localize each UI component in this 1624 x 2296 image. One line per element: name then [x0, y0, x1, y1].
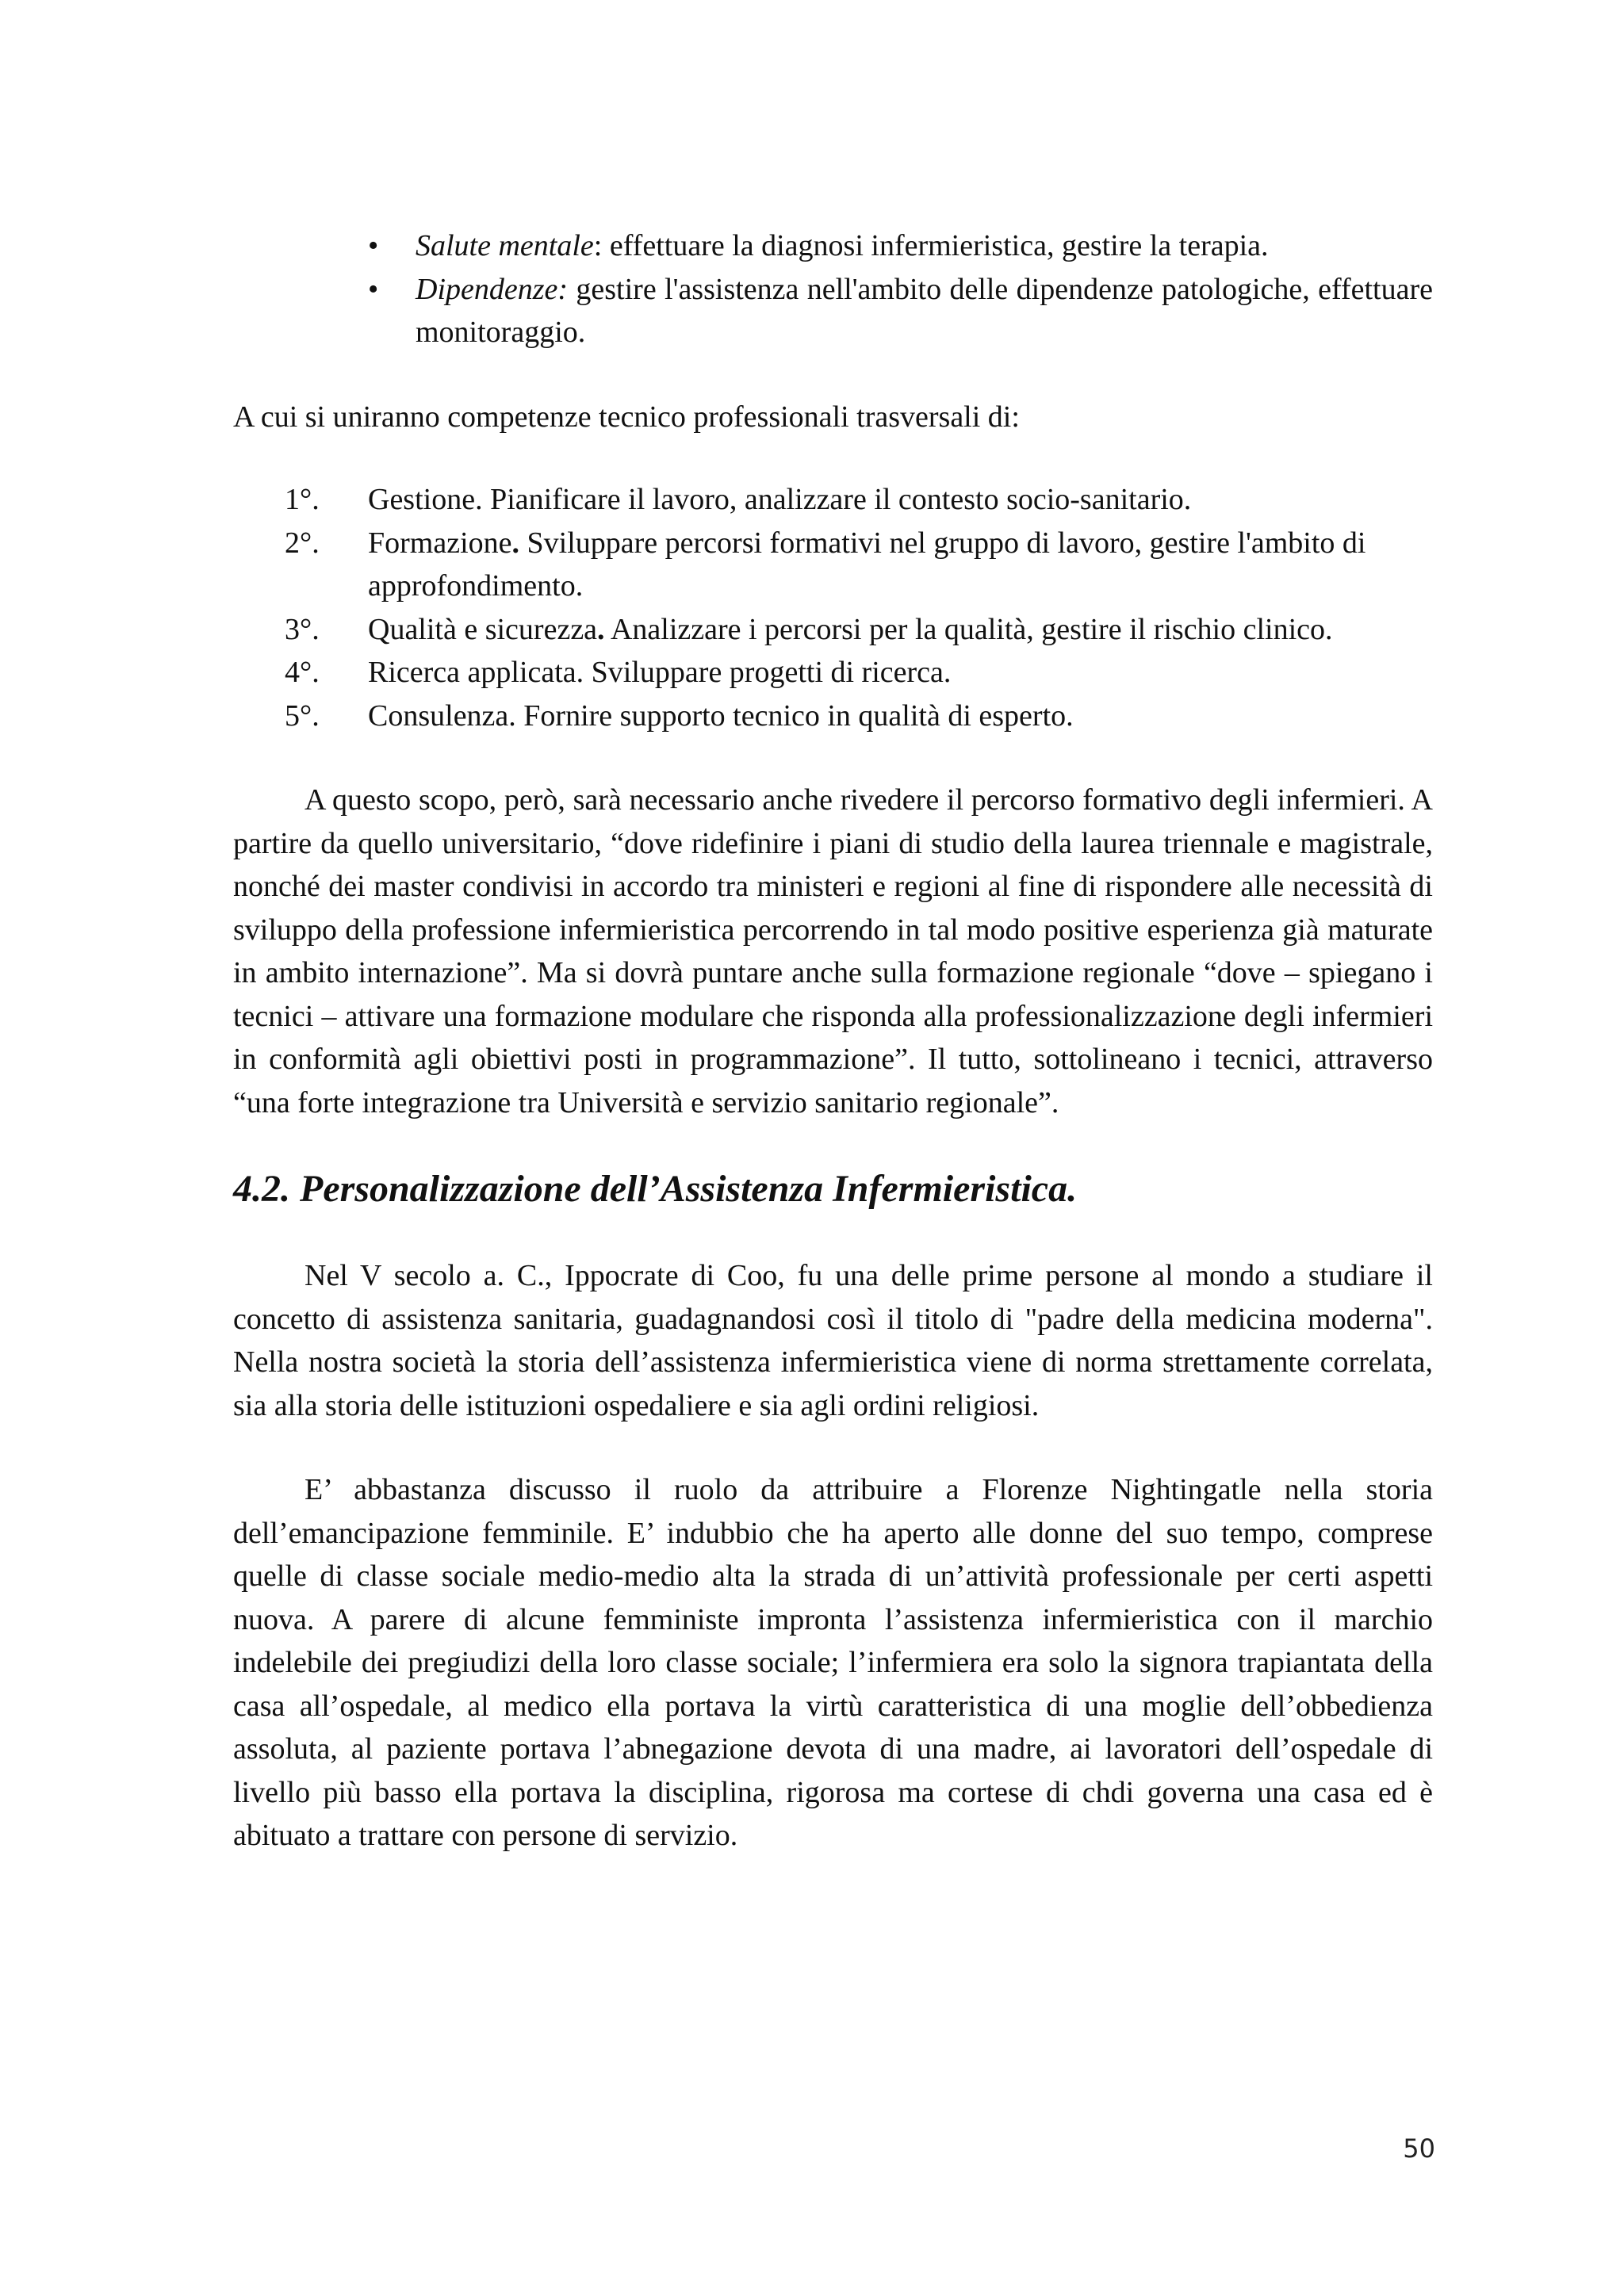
list-item	[285, 478, 1433, 522]
list-item	[285, 522, 1433, 608]
item-label: Consulenza.	[368, 698, 516, 733]
list-item	[285, 608, 1433, 652]
page-number: 50	[1403, 2133, 1435, 2164]
list-item	[368, 268, 1433, 354]
item-label-punct: .	[597, 612, 605, 646]
bullet-term: Dipendenze:	[416, 272, 569, 306]
section-heading: 4.2. Personalizzazione dell’Assistenza Infermieristica.	[233, 1168, 1078, 1210]
item-number: 1°.	[285, 483, 320, 516]
list-item	[285, 695, 1433, 738]
intro-line: A cui si uniranno competenze tecnico professionali trasversali di:	[233, 400, 1020, 434]
paragraph-nightingale: E’ abbastanza discusso il ruolo da attribuire a Florenze Nightingatle nella storia dell’emancipazione femminile. E’ indubbio che ha aperto alle donne del suo tempo, comprese quelle di classe sociale medio-medio alta la strada di un’attività professionale per certi aspetti nuova. A parere di alcune femministe impronta l’assistenza infermieristica con il marchio indelebile dei pregiudizi della loro classe sociale; l’infermiera era solo la signora trapiantata della casa all’ospedale, al medico ella portava la virtù caratteristica di una moglie dell’obbedienza assoluta, al paziente portava l’abnegazione devota di una madre, ai lavoratori dell’ospedale di livello più basso ella portava la disciplina, rigorosa ma cortese di chdi governa una casa ed è abituato a trattare con persone di servizio.	[233, 1473, 1433, 1852]
item-text: Analizzare i percorsi per la qualità, gestire il rischio clinico.	[604, 612, 1333, 646]
bullet-icon: •	[368, 229, 379, 262]
list-item	[285, 651, 1433, 695]
list-item	[368, 224, 1433, 268]
item-label-punct: .	[511, 526, 520, 560]
page-content	[233, 224, 1433, 1858]
item-number: 2°.	[285, 526, 320, 560]
bullet-term: Salute mentale	[416, 229, 594, 262]
item-label: Gestione.	[368, 483, 483, 516]
bullet-list	[233, 224, 1433, 354]
item-label: Formazione	[368, 526, 512, 560]
item-number: 4°.	[285, 656, 320, 689]
item-text: Fornire supporto tecnico in qualità di esperto.	[515, 698, 1074, 733]
bullet-sep: :	[593, 229, 603, 262]
item-label: Ricerca applicata.	[368, 656, 584, 689]
item-text: Sviluppare percorsi formativi nel gruppo di lavoro, gestire l'ambito di approfondimento.	[368, 526, 1366, 603]
competence-list	[233, 478, 1433, 737]
bullet-text: effettuare la diagnosi infermieristica, gestire la terapia.	[602, 229, 1269, 262]
item-number: 5°.	[285, 698, 320, 733]
item-text: Sviluppare progetti di ricerca.	[584, 656, 952, 689]
paragraph-training: A questo scopo, però, sarà necessario anche rivedere il percorso formativo degli infermieri. A partire da quello universitario, “dove ridefinire i piani di studio della laurea triennale e magistrale, nonché dei master condivisi in accordo tra ministeri e regioni al fine di rispondere alle necessità di sviluppo della professione infermieristica percorrendo in tal modo positive esperienza già maturate in ambito internazione”. Ma si dovrà puntare anche sulla formazione regionale “dove – spiegano i tecnici – attivare una formazione modulare che risponda alla professionalizzazione degli infermieri in conformità agli obiettivi posti in programmazione”. Il tutto, sottolineano i tecnici, attraverso “una forte integrazione tra Università e servizio sanitario regionale”.	[233, 783, 1433, 1119]
paragraph-hippocrates: Nel V secolo a. C., Ippocrate di Coo, fu una delle prime persone al mondo a studiare il concetto di assistenza sanitaria, guadagnandosi così il titolo di "padre della medicina moderna". Nella nostra società la storia dell’assistenza infermieristica viene di norma strettamente correlata, sia alla storia delle istituzioni ospedaliere e sia agli ordini religiosi.	[233, 1259, 1433, 1422]
bullet-text: gestire l'assistenza nell'ambito delle dipendenze patologiche, effettuare monitoraggio.	[416, 272, 1433, 349]
item-label: Qualità e sicurezza	[368, 612, 598, 646]
bullet-icon: •	[368, 272, 379, 306]
item-number: 3°.	[285, 612, 320, 646]
item-text: Pianificare il lavoro, analizzare il contesto socio-sanitario.	[482, 483, 1192, 516]
